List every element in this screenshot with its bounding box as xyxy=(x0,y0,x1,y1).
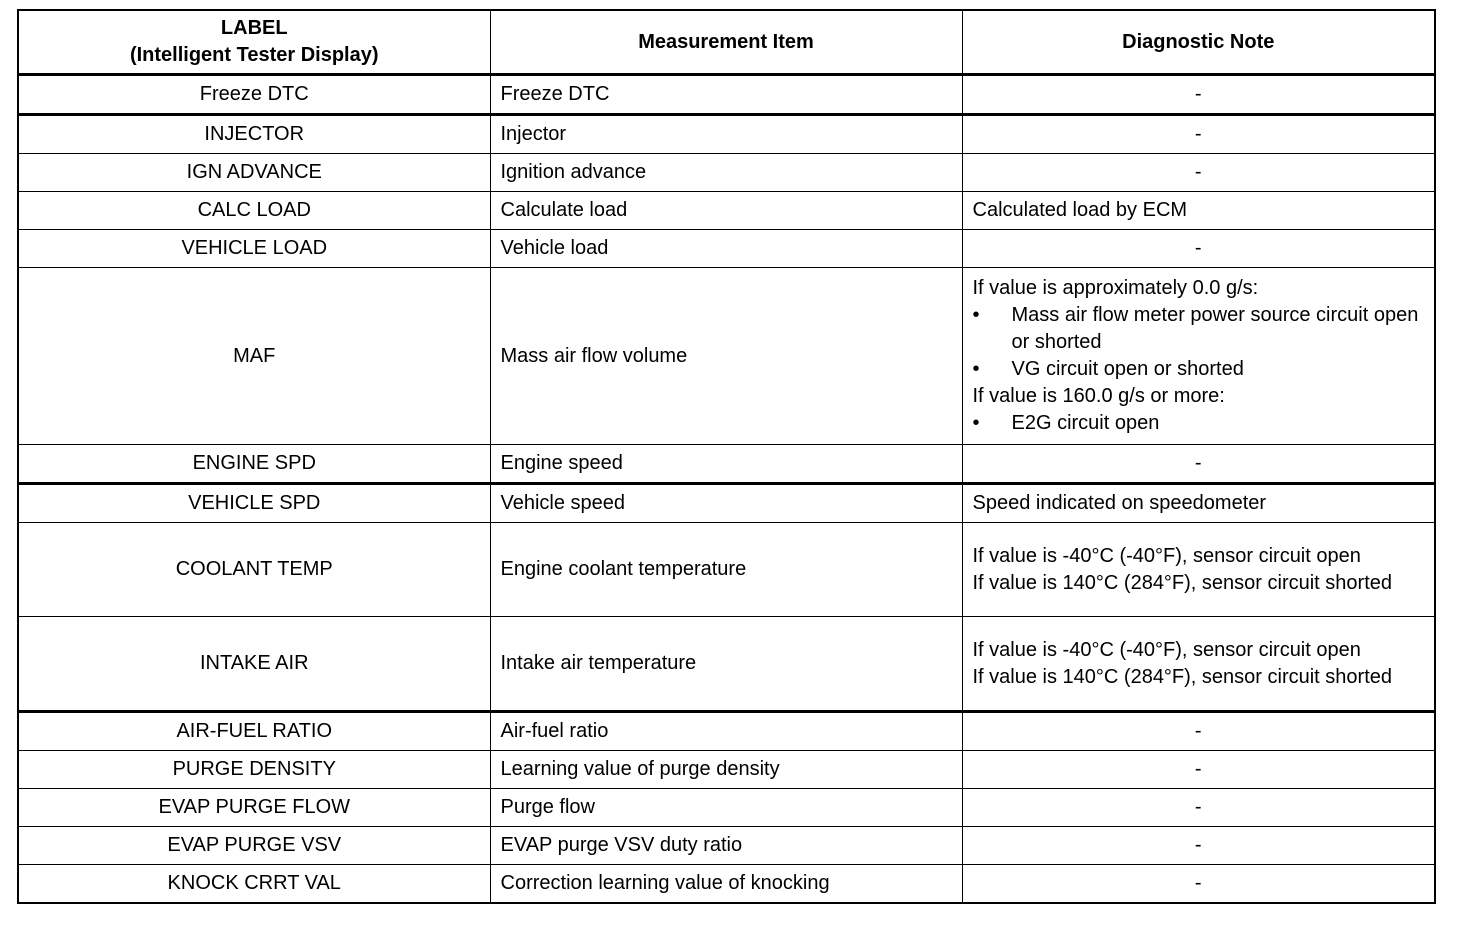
table-row xyxy=(18,617,1435,712)
note-line: If value is 140°C (284°F), sensor circuit shorted xyxy=(972,571,1393,594)
table-row xyxy=(18,484,1435,523)
measurement-item-cell: Vehicle speed xyxy=(490,484,962,523)
diagnostic-note-cell: - xyxy=(962,115,1435,154)
measurement-item-cell: Calculate load xyxy=(490,192,962,230)
bullet-icon: • xyxy=(972,358,980,380)
note-line: If value is approximately 0.0 g/s: xyxy=(972,277,1259,299)
note-bullet-text: VG circuit open or shorted xyxy=(1011,358,1244,380)
note-bullet-line xyxy=(973,410,1425,437)
label-cell: INJECTOR xyxy=(18,115,490,154)
note-bullet-text: E2G circuit open xyxy=(1011,412,1160,434)
label-cell: MAF xyxy=(18,268,490,445)
header-note: Diagnostic Note xyxy=(962,10,1435,75)
table-row xyxy=(18,154,1435,192)
diagnostic-note-cell: - xyxy=(962,789,1435,827)
table-row xyxy=(18,230,1435,268)
label-cell: PURGE DENSITY xyxy=(18,751,490,789)
diagnostic-note-cell: - xyxy=(962,827,1435,865)
table-body xyxy=(18,75,1435,904)
measurement-item-cell: Correction learning value of knocking xyxy=(490,865,962,904)
diagnostic-note-cell xyxy=(962,268,1435,445)
measurement-item-cell: Injector xyxy=(490,115,962,154)
measurement-item-cell: Engine coolant temperature xyxy=(490,523,962,617)
measurement-item-cell: Vehicle load xyxy=(490,230,962,268)
diagnostic-note-cell: - xyxy=(962,712,1435,751)
table-row xyxy=(18,445,1435,484)
measurement-item-cell: Learning value of purge density xyxy=(490,751,962,789)
measurement-item-cell: Engine speed xyxy=(490,445,962,484)
note-bullet-line xyxy=(973,356,1425,383)
label-cell: Freeze DTC xyxy=(18,75,490,115)
diagnostic-note-cell: - xyxy=(962,154,1435,192)
diagnostic-note-cell: - xyxy=(962,445,1435,484)
label-cell: COOLANT TEMP xyxy=(18,523,490,617)
measurement-item-cell: Ignition advance xyxy=(490,154,962,192)
label-cell: VEHICLE SPD xyxy=(18,484,490,523)
measurement-item-cell: Mass air flow volume xyxy=(490,268,962,445)
bullet-icon: • xyxy=(972,412,980,434)
bullet-icon: • xyxy=(972,304,980,326)
table-row xyxy=(18,192,1435,230)
diagnostic-note-cell xyxy=(962,617,1435,712)
table-row xyxy=(18,712,1435,751)
diagnostic-note-cell: - xyxy=(962,230,1435,268)
note-bullet-text: Mass air flow meter power source circuit open or shorted xyxy=(1011,304,1419,353)
note-line: If value is 140°C (284°F), sensor circuit shorted xyxy=(972,665,1393,688)
measurement-item-cell: EVAP purge VSV duty ratio xyxy=(490,827,962,865)
label-cell: CALC LOAD xyxy=(18,192,490,230)
table-header xyxy=(18,10,1435,75)
header-row xyxy=(18,10,1435,75)
diagnostic-note-cell: - xyxy=(962,751,1435,789)
header-measurement: Measurement Item xyxy=(490,10,962,75)
data-list-table xyxy=(17,9,1436,904)
table-row xyxy=(18,75,1435,115)
header-label-line2: (Intelligent Tester Display) xyxy=(129,44,379,66)
label-cell: KNOCK CRRT VAL xyxy=(18,865,490,904)
diagnostic-note-cell: Speed indicated on speedometer xyxy=(962,484,1435,523)
label-cell: EVAP PURGE VSV xyxy=(18,827,490,865)
diagnostic-note-cell: Calculated load by ECM xyxy=(962,192,1435,230)
label-cell: IGN ADVANCE xyxy=(18,154,490,192)
table-row xyxy=(18,789,1435,827)
table-row xyxy=(18,865,1435,904)
note-line: If value is 160.0 g/s or more: xyxy=(972,385,1225,407)
note-bullet-line xyxy=(973,302,1425,356)
note-line: If value is -40°C (-40°F), sensor circuit open xyxy=(972,544,1361,567)
diagnostic-note-cell xyxy=(962,523,1435,617)
label-cell: INTAKE AIR xyxy=(18,617,490,712)
table-row xyxy=(18,268,1435,445)
diagnostic-note-cell: - xyxy=(962,865,1435,904)
measurement-item-cell: Freeze DTC xyxy=(490,75,962,115)
diagnostic-note-cell: - xyxy=(962,75,1435,115)
table-row xyxy=(18,827,1435,865)
measurement-item-cell: Air-fuel ratio xyxy=(490,712,962,751)
label-cell: VEHICLE LOAD xyxy=(18,230,490,268)
table-row xyxy=(18,751,1435,789)
table-row xyxy=(18,115,1435,154)
measurement-item-cell: Intake air temperature xyxy=(490,617,962,712)
measurement-item-cell: Purge flow xyxy=(490,789,962,827)
note-line: If value is -40°C (-40°F), sensor circuit open xyxy=(972,638,1361,661)
header-label-line1: LABEL xyxy=(220,17,288,39)
table-row xyxy=(18,523,1435,617)
label-cell: AIR-FUEL RATIO xyxy=(18,712,490,751)
label-cell: ENGINE SPD xyxy=(18,445,490,484)
label-cell: EVAP PURGE FLOW xyxy=(18,789,490,827)
header-label xyxy=(18,10,490,75)
